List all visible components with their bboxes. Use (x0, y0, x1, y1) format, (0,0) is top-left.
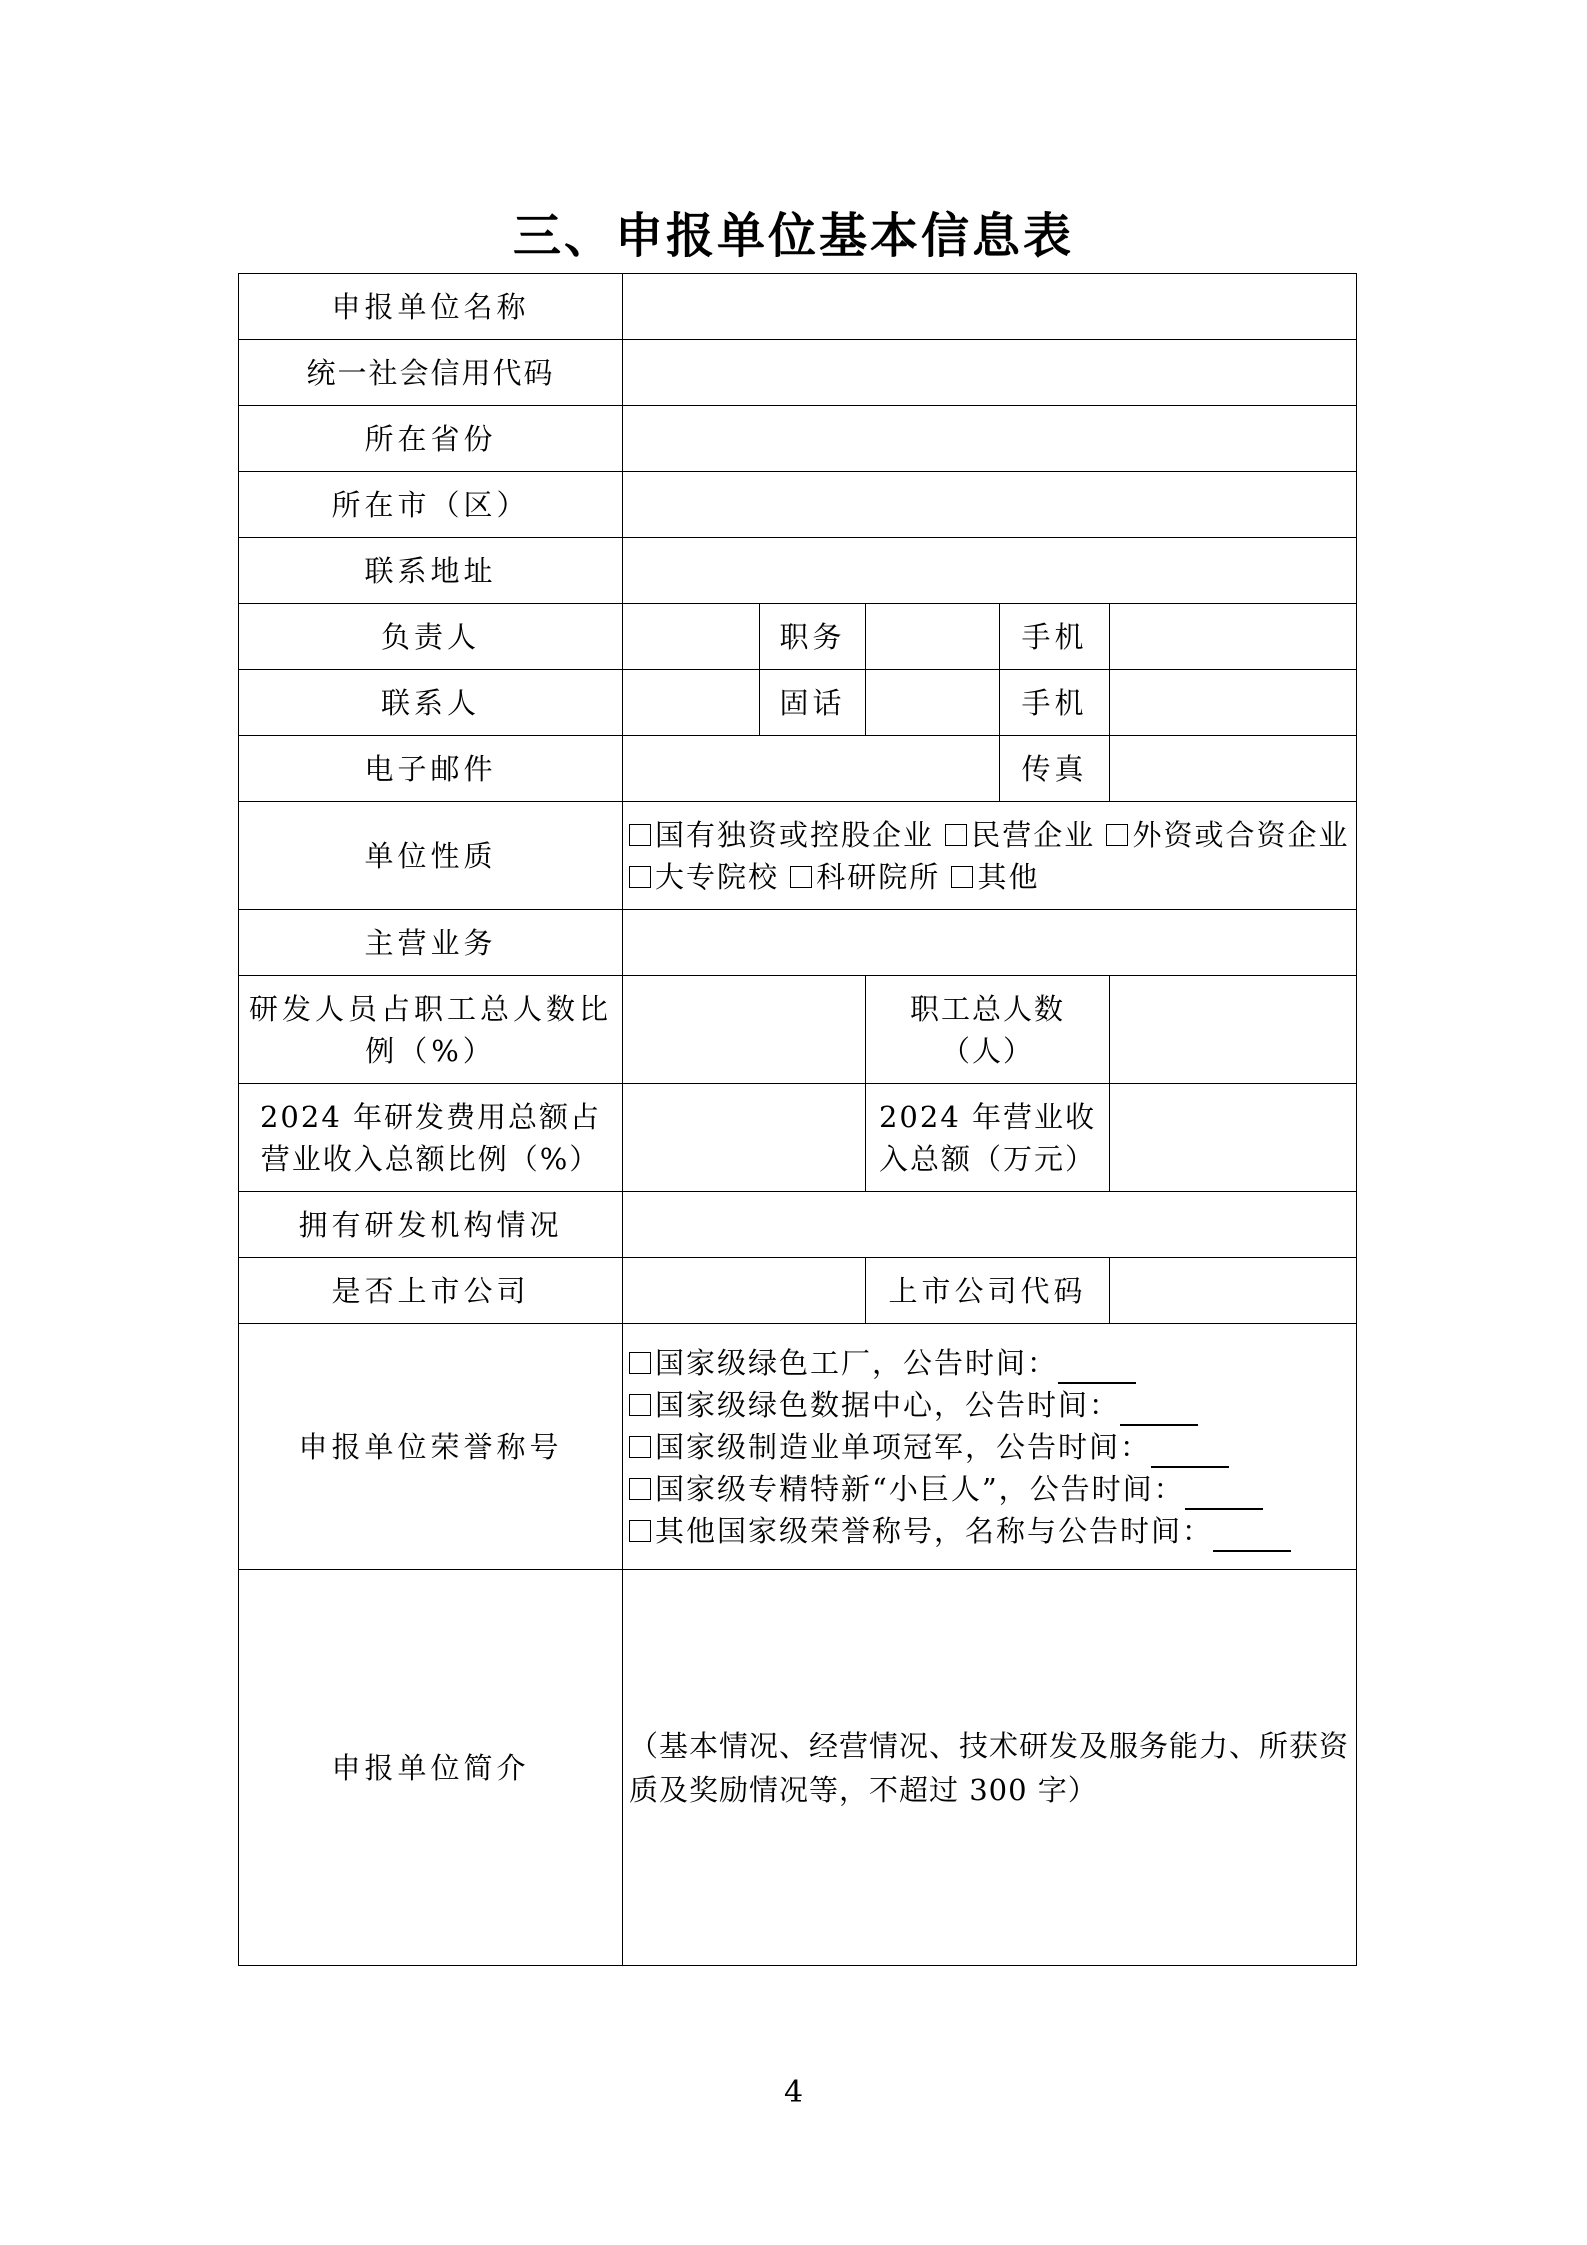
leader-label: 负责人 (239, 604, 623, 670)
rd-institution-label: 拥有研发机构情况 (239, 1192, 623, 1258)
nature-option-college[interactable]: 大专院校 (629, 860, 779, 894)
fax-field[interactable] (1110, 736, 1357, 802)
leader-mobile-field[interactable] (1110, 604, 1357, 670)
row-rd-expense (239, 1084, 1357, 1192)
email-label: 电子邮件 (239, 736, 623, 802)
honor-label: 申报单位荣誉称号 (239, 1324, 623, 1570)
intro-hint: （基本情况、经营情况、技术研发及服务能力、所获资质及奖励情况等，不超过 300 字） (629, 1728, 1350, 1807)
row-honor (239, 1324, 1357, 1570)
nature-options-line-2 (629, 856, 1350, 898)
credit-code-label: 统一社会信用代码 (239, 340, 623, 406)
date-blank[interactable] (1120, 1394, 1198, 1426)
leader-title-field[interactable] (866, 604, 1000, 670)
leader-field[interactable] (623, 604, 760, 670)
checkbox-icon[interactable] (790, 866, 812, 888)
staff-total-label: 职工总人数（人） (866, 976, 1110, 1084)
row-listed (239, 1258, 1357, 1324)
rd-expense-label: 2024 年研发费用总额占营业收入总额比例（%） (239, 1084, 623, 1192)
revenue-label: 2024 年营业收入总额（万元） (866, 1084, 1110, 1192)
nature-option-state-owned[interactable]: 国有独资或控股企业 (629, 818, 934, 852)
checkbox-icon[interactable] (629, 1352, 651, 1374)
province-label: 所在省份 (239, 406, 623, 472)
fax-label: 传真 (1000, 736, 1110, 802)
address-label: 联系地址 (239, 538, 623, 604)
checkbox-icon[interactable] (945, 824, 967, 846)
checkbox-icon[interactable] (629, 1394, 651, 1416)
city-label: 所在市（区） (239, 472, 623, 538)
checkbox-icon[interactable] (629, 1478, 651, 1500)
row-unit-name (239, 274, 1357, 340)
row-rd-ratio (239, 976, 1357, 1084)
checkbox-icon[interactable] (629, 824, 651, 846)
honor-option-green-factory[interactable]: 国家级绿色工厂，公告时间： (629, 1342, 1350, 1384)
row-leader (239, 604, 1357, 670)
nature-option-other[interactable]: 其他 (951, 860, 1039, 894)
listed-label: 是否上市公司 (239, 1258, 623, 1324)
rd-expense-field[interactable] (623, 1084, 866, 1192)
nature-label: 单位性质 (239, 802, 623, 910)
row-intro (239, 1570, 1357, 1966)
nature-options-line-1 (629, 814, 1350, 856)
checkbox-icon[interactable] (629, 1520, 651, 1542)
unit-name-label: 申报单位名称 (239, 274, 623, 340)
row-city (239, 472, 1357, 538)
checkbox-icon[interactable] (629, 1436, 651, 1458)
page-title: 三、申报单位基本信息表 (512, 208, 1074, 264)
date-blank[interactable] (1185, 1478, 1263, 1510)
stock-code-label: 上市公司代码 (866, 1258, 1110, 1324)
contact-mobile-field[interactable] (1110, 670, 1357, 736)
nature-option-institute[interactable]: 科研院所 (790, 860, 940, 894)
address-field[interactable] (623, 538, 1357, 604)
rd-ratio-field[interactable] (623, 976, 866, 1084)
basic-info-table (238, 273, 1357, 1966)
contact-field[interactable] (623, 670, 760, 736)
email-field[interactable] (623, 736, 1000, 802)
nature-option-private[interactable]: 民营企业 (945, 818, 1095, 852)
nature-options (623, 802, 1357, 910)
listed-field[interactable] (623, 1258, 866, 1324)
date-blank[interactable] (1213, 1520, 1291, 1552)
checkbox-icon[interactable] (1106, 824, 1128, 846)
row-business (239, 910, 1357, 976)
contact-phone-field[interactable] (866, 670, 1000, 736)
rd-institution-field[interactable] (623, 1192, 1357, 1258)
row-email (239, 736, 1357, 802)
row-nature (239, 802, 1357, 910)
credit-code-field[interactable] (623, 340, 1357, 406)
business-field[interactable] (623, 910, 1357, 976)
page-number: 4 (783, 2075, 804, 2110)
checkbox-icon[interactable] (629, 866, 651, 888)
contact-mobile-label: 手机 (1000, 670, 1110, 736)
contact-label: 联系人 (239, 670, 623, 736)
revenue-field[interactable] (1110, 1084, 1357, 1192)
row-rd-institution (239, 1192, 1357, 1258)
honor-option-single-champion[interactable]: 国家级制造业单项冠军，公告时间： (629, 1426, 1350, 1468)
leader-title-label: 职务 (760, 604, 866, 670)
date-blank[interactable] (1151, 1436, 1229, 1468)
date-blank[interactable] (1058, 1352, 1136, 1384)
row-credit-code (239, 340, 1357, 406)
honor-option-other[interactable]: 其他国家级荣誉称号，名称与公告时间： (629, 1510, 1350, 1552)
row-contact (239, 670, 1357, 736)
intro-field[interactable] (623, 1570, 1357, 1966)
staff-total-field[interactable] (1110, 976, 1357, 1084)
honor-option-green-datacenter[interactable]: 国家级绿色数据中心，公告时间： (629, 1384, 1350, 1426)
intro-label: 申报单位简介 (239, 1570, 623, 1966)
row-province (239, 406, 1357, 472)
province-field[interactable] (623, 406, 1357, 472)
nature-option-foreign[interactable]: 外资或合资企业 (1106, 818, 1349, 852)
honor-options (623, 1324, 1357, 1570)
city-field[interactable] (623, 472, 1357, 538)
rd-ratio-label: 研发人员占职工总人数比例（%） (239, 976, 623, 1084)
business-label: 主营业务 (239, 910, 623, 976)
row-address (239, 538, 1357, 604)
leader-mobile-label: 手机 (1000, 604, 1110, 670)
checkbox-icon[interactable] (951, 866, 973, 888)
unit-name-field[interactable] (623, 274, 1357, 340)
honor-option-little-giant[interactable]: 国家级专精特新“小巨人”，公告时间： (629, 1468, 1350, 1510)
stock-code-field[interactable] (1110, 1258, 1357, 1324)
contact-phone-label: 固话 (760, 670, 866, 736)
